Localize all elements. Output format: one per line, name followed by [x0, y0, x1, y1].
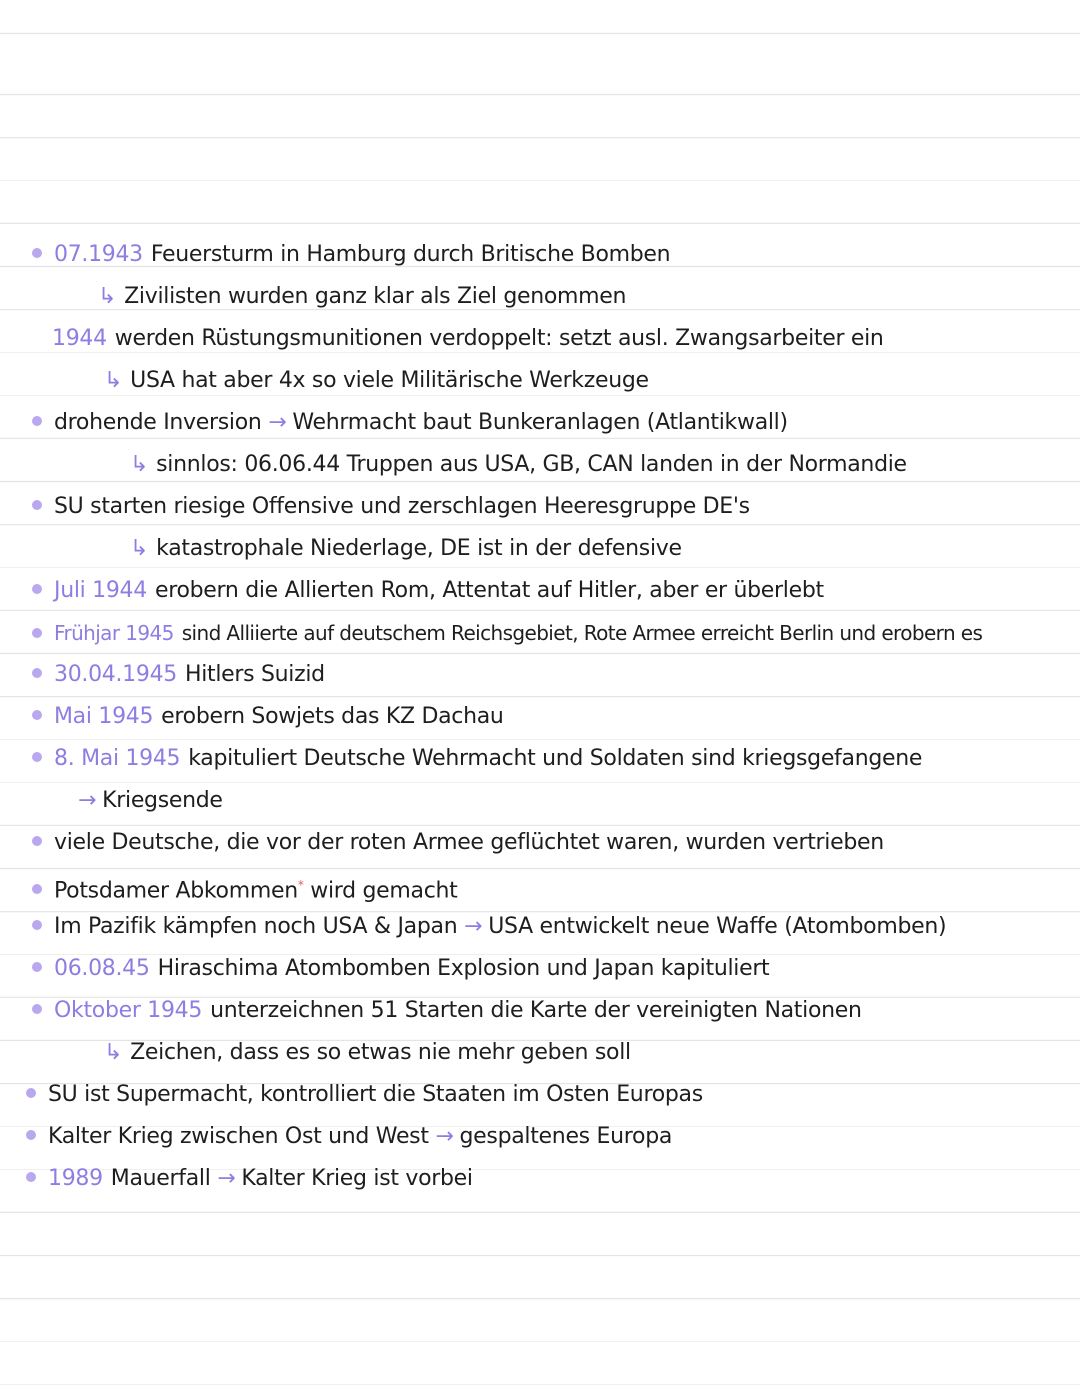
hook-arrow-icon: ↳ — [98, 284, 117, 309]
note-text: Kalter Krieg ist vorbei — [241, 1166, 473, 1191]
note-text: viele Deutsche, die vor der roten Armee geflüchtet waren, wurden vertrieben — [54, 830, 884, 855]
right-arrow-icon: → — [435, 1124, 454, 1149]
bullet-point — [32, 628, 42, 638]
hook-arrow-icon: ↳ — [130, 536, 149, 561]
note-line — [32, 492, 750, 522]
note-text: Wehrmacht baut Bunkeranlagen (Atlantikwall) — [292, 410, 788, 435]
note-text: sind Alliierte auf deutschem Reichsgebiet, Rote Armee erreicht Berlin und erobern es — [181, 621, 983, 645]
note-date: 1944 — [52, 326, 107, 351]
bullet-point — [32, 710, 42, 720]
note-line — [32, 744, 922, 774]
note-text: kapituliert Deutsche Wehrmacht und Soldaten sind kriegsgefangene — [188, 746, 923, 771]
note-text: erobern Sowjets das KZ Dachau — [161, 704, 504, 729]
note-line — [32, 702, 504, 732]
note-line — [52, 324, 884, 354]
note-line-sub — [104, 1038, 631, 1068]
note-text: Hitlers Suizid — [184, 662, 325, 687]
bullet-point — [32, 416, 42, 426]
note-text: Hiraschima Atombomben Explosion und Japan kapituliert — [157, 956, 770, 981]
note-date: 1989 — [48, 1166, 103, 1191]
note-line — [32, 954, 769, 984]
note-text: gespaltenes Europa — [459, 1124, 673, 1149]
bullet-point — [32, 248, 42, 258]
note-line-sub — [104, 366, 649, 396]
note-text: Feuersturm in Hamburg durch Britische Bomben — [150, 242, 671, 267]
note-line — [32, 408, 788, 438]
hook-arrow-icon: ↳ — [130, 452, 149, 477]
note-line — [32, 912, 946, 942]
note-date: Frühjar 1945 — [54, 621, 174, 645]
right-arrow-icon: → — [268, 410, 287, 435]
note-text: unterzeichnen 51 Starten die Karte der vereinigten Nationen — [210, 998, 862, 1023]
note-text: Im Pazifik kämpfen noch USA & Japan — [54, 914, 458, 939]
bullet-point — [32, 920, 42, 930]
note-text: erobern die Allierten Rom, Attentat auf Hitler, aber er überlebt — [154, 578, 824, 603]
note-text: Zivilisten wurden ganz klar als Ziel genommen — [124, 284, 627, 309]
note-text: Potsdamer Abkommen — [54, 878, 298, 904]
note-text: SU starten riesige Offensive und zerschlagen Heeresgruppe DE's — [54, 494, 750, 519]
note-text: katastrophale Niederlage, DE ist in der defensive — [156, 536, 682, 561]
note-date: 8. Mai 1945 — [54, 746, 181, 771]
note-text: USA hat aber 4x so viele Militärische Werkzeuge — [130, 368, 649, 393]
note-line — [26, 1122, 672, 1152]
note-line — [32, 996, 862, 1026]
note-text: USA entwickelt neue Waffe (Atombomben) — [488, 914, 947, 939]
note-text: werden Rüstungsmunitionen verdoppelt: setzt ausl. Zwangsarbeiter ein — [114, 326, 884, 351]
note-text: Kriegsende — [102, 788, 223, 813]
hook-arrow-icon: ↳ — [104, 1040, 123, 1065]
note-line-sub — [130, 534, 682, 564]
note-text: SU ist Supermacht, kontrolliert die Staaten im Osten Europas — [48, 1082, 703, 1107]
note-line — [32, 576, 824, 606]
bullet-point — [32, 1004, 42, 1014]
note-text: drohende Inversion — [54, 410, 262, 435]
note-line — [32, 660, 325, 690]
note-line-sub — [98, 282, 626, 312]
bullet-point — [32, 884, 42, 894]
bullet-point — [32, 962, 42, 972]
bullet-point — [26, 1172, 36, 1182]
note-text: Kalter Krieg zwischen Ost und West — [48, 1124, 429, 1149]
note-text: Mauerfall — [110, 1166, 211, 1191]
note-line — [32, 240, 670, 270]
bullet-point — [26, 1130, 36, 1140]
bullet-point — [32, 500, 42, 510]
note-date: Mai 1945 — [54, 704, 154, 729]
bullet-point — [32, 668, 42, 678]
note-date: 06.08.45 — [54, 956, 150, 981]
note-date: Oktober 1945 — [54, 998, 203, 1023]
note-line-sub — [130, 450, 907, 480]
note-date: Juli 1944 — [54, 578, 147, 603]
note-text: Zeichen, dass es so etwas nie mehr geben soll — [130, 1040, 631, 1065]
asterisk-mark: * — [297, 878, 304, 892]
bullet-point — [32, 752, 42, 762]
note-line — [32, 618, 982, 648]
note-date: 07.1943 — [54, 242, 143, 267]
note-line — [26, 1080, 703, 1110]
right-arrow-icon: → — [464, 914, 483, 939]
note-date: 30.04.1945 — [54, 662, 177, 687]
note-text: sinnlos: 06.06.44 Truppen aus USA, GB, CAN landen in der Normandie — [156, 452, 907, 477]
bullet-point — [32, 584, 42, 594]
note-text: wird gemacht — [310, 878, 458, 904]
bullet-point — [26, 1088, 36, 1098]
hook-arrow-icon: ↳ — [104, 368, 123, 393]
note-line — [32, 828, 884, 858]
note-line-sub — [78, 786, 223, 816]
right-arrow-icon: → — [217, 1166, 236, 1191]
note-line — [32, 870, 457, 906]
bullet-point — [32, 836, 42, 846]
note-line — [26, 1164, 473, 1194]
right-arrow-icon: → — [78, 788, 97, 813]
